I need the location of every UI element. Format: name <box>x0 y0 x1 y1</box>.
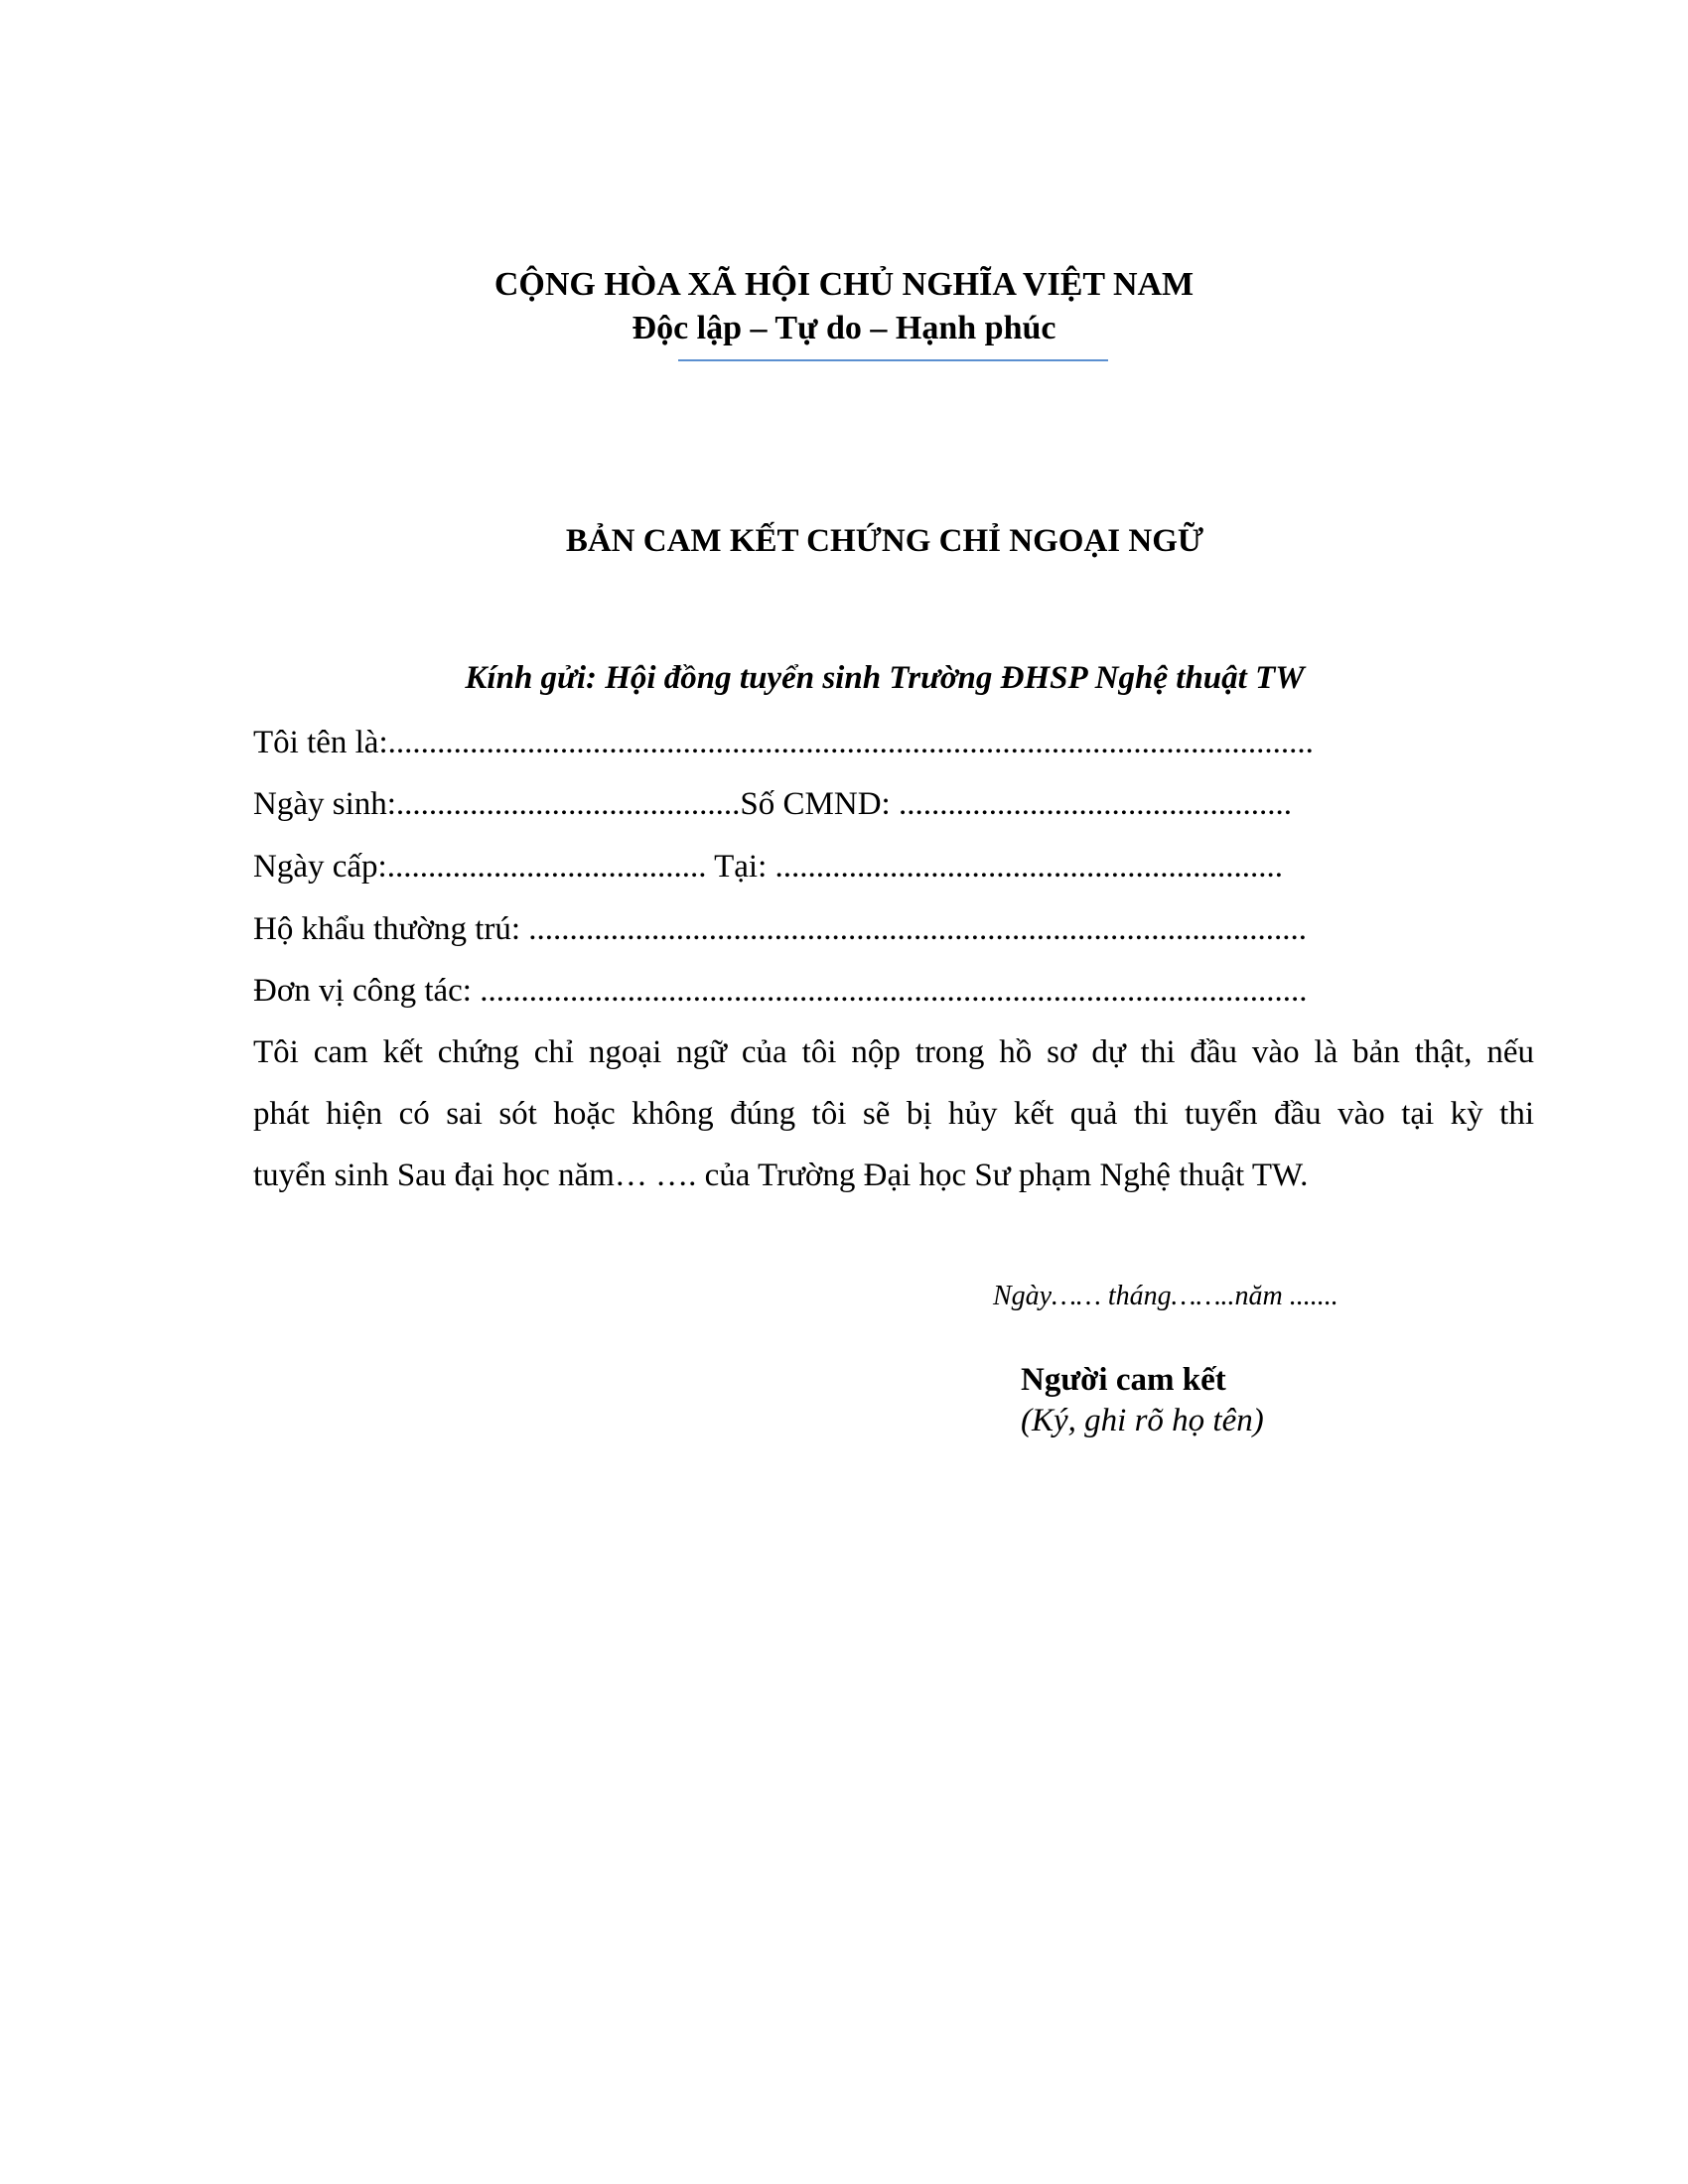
field-workplace-label: Đơn vị công tác: ..................................................................................................... <box>253 973 1308 1009</box>
field-name <box>253 725 1314 761</box>
field-issue-place-label: Tại: .............................................................. <box>714 849 1284 885</box>
commitment-line-1: Tôi cam kết chứng chỉ ngoại ngữ của tôi nộp trong hồ sơ dự thi đầu vào là bản thật, nếu <box>253 1034 1534 1070</box>
signer-label: Người cam kết <box>1021 1362 1226 1398</box>
motto-heading: Độc lập – Tự do – Hạnh phúc <box>632 310 1056 346</box>
field-issue-date-label: Ngày cấp:....................................... <box>253 849 715 885</box>
heading-underline <box>678 359 1108 361</box>
signer-note: (Ký, ghi rõ họ tên) <box>1021 1403 1264 1438</box>
document-title: BẢN CAM KẾT CHỨNG CHỈ NGOẠI NGỮ <box>565 523 1204 559</box>
field-dob-id <box>253 786 1292 823</box>
field-residence-label: Hộ khẩu thường trú: ............................................................................................... <box>253 911 1308 947</box>
field-dob-label: Ngày sinh:.......................................... <box>253 786 741 822</box>
salutation: Kính gửi: Hội đồng tuyển sinh Trường ĐHSP Nghệ thuật TW <box>465 660 1305 696</box>
field-issue <box>253 849 1283 886</box>
commitment-line-3: tuyển sinh Sau đại học năm… …. của Trường Đại học Sư phạm Nghệ thuật TW. <box>253 1158 1309 1193</box>
field-residence <box>253 911 1307 948</box>
nation-heading: CỘNG HÒA XÃ HỘI CHỦ NGHĨA VIỆT NAM <box>493 266 1195 303</box>
commitment-line-2: phát hiện có sai sót hoặc không đúng tôi sẽ bị hủy kết quả thi tuyển đầu vào tại kỳ thi <box>253 1096 1534 1132</box>
field-id-label: Số CMND: ................................................ <box>740 786 1292 822</box>
signature-date: Ngày…… tháng……..năm ....... <box>993 1281 1338 1311</box>
field-workplace <box>253 973 1307 1010</box>
field-name-label: Tôi tên là:................................................................................................................. <box>253 725 1314 760</box>
